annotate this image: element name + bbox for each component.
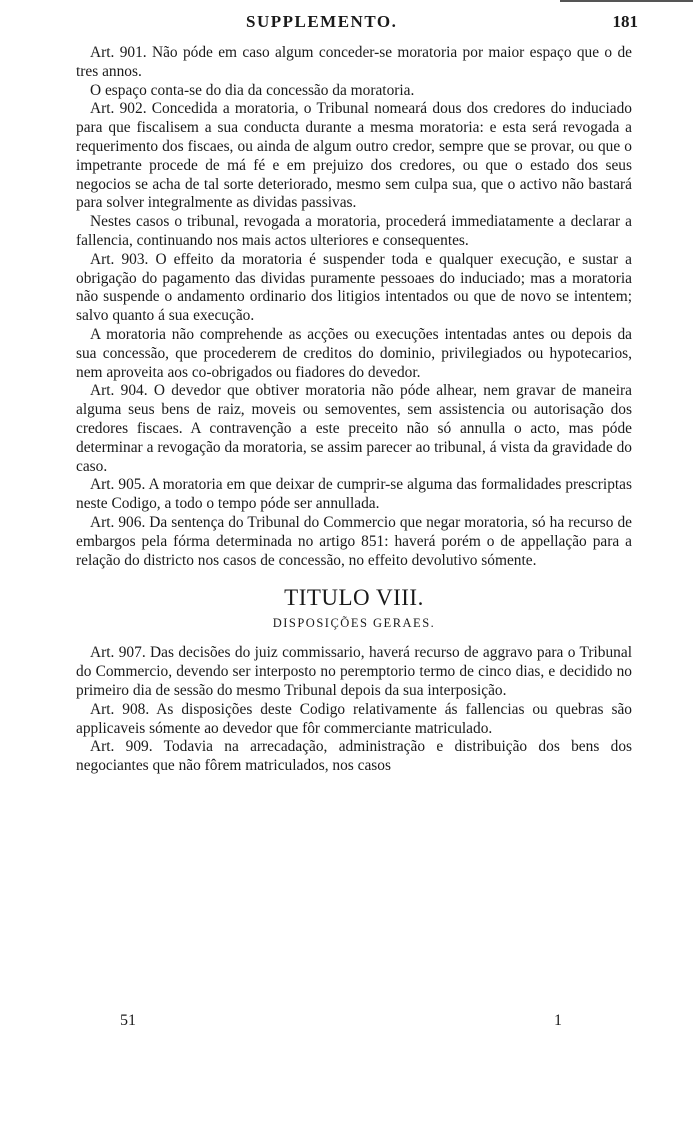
page-body <box>76 44 632 776</box>
paragraph: O espaço conta-se do dia da concessão da moratoria. <box>90 81 415 99</box>
paragraph-art-905: Art. 905. A moratoria em que deixar de cumprir-se alguma das formalidades prescriptas neste Codigo, a todo o tempo póde ser annullada. <box>76 476 632 513</box>
volume-mark: 1 <box>554 1012 562 1029</box>
paragraph: Nestes casos o tribunal, revogada a moratoria, procederá immediatamente a declarar a fallencia, continuando nos mais actos ulteriores e consequentes. <box>76 213 632 249</box>
page-footer <box>120 1012 580 1036</box>
running-title: SUPPLEMENTO. <box>246 12 398 31</box>
paragraph-art-904: Art. 904. O devedor que obtiver moratoria não póde alhear, nem gravar de maneira alguma seus bens de raiz, moveis ou semoventes, sem assistencia ou autorisação dos credores fiscaes. A contravenção a este preceito não só annulla o acto, mas póde determinar a revogação da moratoria, se assim parecer ao tribunal, á vista da gravidade do caso. <box>76 382 632 475</box>
section-title: TITULO VIII. <box>284 585 424 611</box>
section-subtitle: DISPOSIÇÕES GERAES. <box>272 616 436 631</box>
paragraph-art-906: Art. 906. Da sentença do Tribunal do Commercio que negar moratoria, só ha recurso de embargos pela fórma determinada no artigo 851: haverá porém o de appellação para a relação do districto nos casos de concessão, no effeito devolutivo sómente. <box>76 513 632 569</box>
paragraph-art-907: Art. 907. Das decisões do juiz commissario, haverá recurso de aggravo para o Tribunal do Commercio, devendo ser interposto no peremptorio termo de cinco dias, e decidido no primeiro dia de sessão do mesmo Tribunal depois da sua interposição. <box>76 644 632 699</box>
page-header <box>86 8 638 38</box>
page-number: 181 <box>612 12 638 31</box>
section-heading <box>76 584 632 634</box>
paragraph: A moratoria não comprehende as acções ou execuções intentadas antes ou depois da sua concessão, que procederem de creditos do dominio, privilegiados ou hypotecarios, nem aproveita aos co-obrigados ou fiadores do devedor. <box>76 325 632 381</box>
paragraph-art-901: Art. 901. Não póde em caso algum conceder-se moratoria por maior espaço que o de tres annos. <box>76 44 632 80</box>
paragraph-art-908: Art. 908. As disposições deste Codigo relativamente ás fallencias ou quebras são applicaveis sómente ao devedor que fôr commerciante matriculado. <box>76 700 632 737</box>
signature-mark: 51 <box>120 1012 136 1029</box>
paragraph-art-903: Art. 903. O effeito da moratoria é suspender toda e qualquer execução, e sustar a obrigação do pagamento das dividas puramente pessoaes do induciado; mas a moratoria não suspende o andamento ordinario dos litigios intentados ou que de novo se intentem; salvo quanto á sua execução. <box>76 250 632 325</box>
paragraph-art-909: Art. 909. Todavia na arrecadação, administração e distribuição dos bens dos negociantes que não fôrem matriculados, nos casos <box>76 738 632 775</box>
paragraph-art-902: Art. 902. Concedida a moratoria, o Tribunal nomeará dous dos credores do induciado para que fiscalisem a sua conducta durante a mesma moratoria: e esta será revogada a requerimento dos fiscaes, ou ainda de algum outro credor, sempre que se provar, ou que o impetrante procede de má fé e em prejuizo dos credores, ou que o estado dos seus negocios se acha de tal sorte deteriorado, mesmo sem culpa sua, que o activo não bastará para solver integralmente as dividas passivas. <box>76 100 632 212</box>
top-rule <box>560 0 693 2</box>
